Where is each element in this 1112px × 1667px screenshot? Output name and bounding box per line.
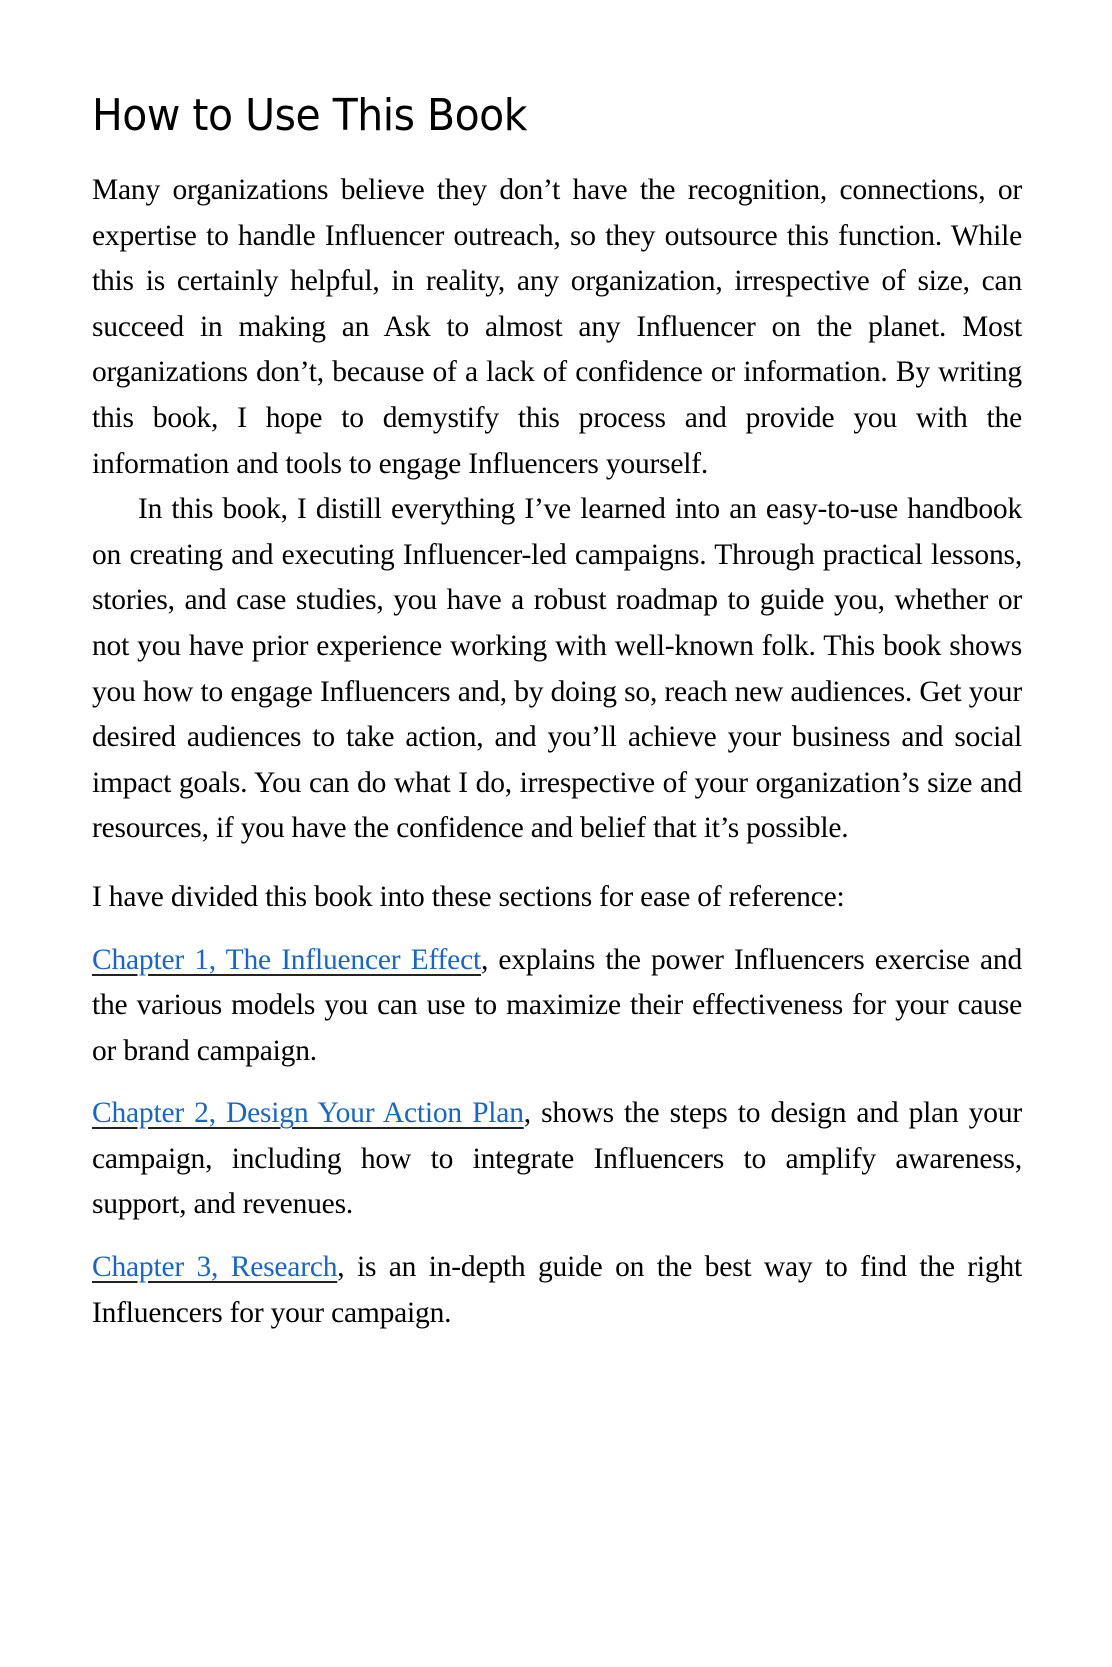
chapter-1-description: , explains the power Influencers exercise and the various models you can use to maximize their effectiveness for your cause or brand campaign. <box>92 943 1023 1067</box>
handbook-paragraph: In this book, I distill everything I’ve learned into an easy-to-use handbook on creating and executing Influencer-led campaigns. Through practical lessons, stories, and case studies, you have a robust roadmap to guide you, whether or not you have prior experience working with well-known folk. This book shows you how to engage Influencers and, by doing so, reach new audiences. Get your desired audiences to take action, and you’ll achieve your business and social impact goals. You can do what I do, irrespective of your organization’s size and resources, if you have the confidence and belief that it’s possible. <box>92 493 1022 845</box>
intro-paragraph: Many organizations believe they don’t have the recognition, connections, or expertise to handle Influencer outreach, so they outsource this function. While this is certainly helpful, in reality, any organization, irrespective of size, can succeed in making an Ask to almost any Influencer on the planet. Most organizations don’t, because of a lack of confidence or information. By writing this book, I hope to demystify this process and provide you with the information and tools to engage Influencers yourself. <box>92 174 1022 480</box>
chapter-1-link[interactable]: Chapter 1, The Influencer Effect <box>92 943 481 976</box>
page-title: How to Use This Book <box>92 90 527 141</box>
book-page <box>92 86 1022 1336</box>
chapter-entry-2 <box>92 1091 1022 1228</box>
chapter-entry-1 <box>92 938 1022 1075</box>
sections-intro: I have divided this book into these sections for ease of reference: <box>92 880 845 913</box>
chapter-3-link[interactable]: Chapter 3, Research <box>92 1251 338 1284</box>
chapter-2-link[interactable]: Chapter 2, Design Your Action Plan <box>92 1097 524 1130</box>
chapter-entry-3 <box>92 1245 1022 1336</box>
chapter-2-description: , shows the steps to design and plan your campaign, including how to integrate Influencers to amplify awareness, support, and revenues. <box>92 1097 1022 1221</box>
chapter-3-description: , is an in-depth guide on the best way to find the right Influencers for your campaign. <box>92 1251 1022 1329</box>
